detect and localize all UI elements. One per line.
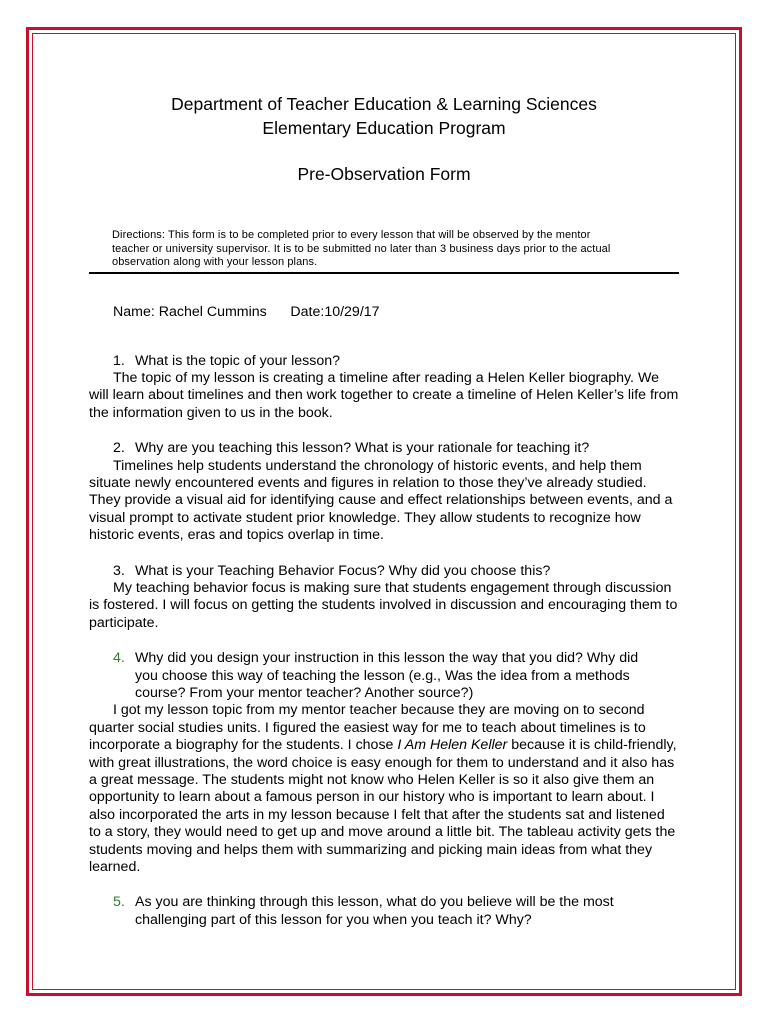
student-name: Name: Rachel Cummins: [113, 303, 267, 320]
question-answer: My teaching behavior focus is making sure that students engagement through discussion is fostered. I will focus on getting the students involved in discussion and encouraging them to participate.: [89, 579, 678, 631]
question-3: [89, 563, 679, 633]
question-prompt: Why did you design your instruction in this lesson the way that you did? Why did: [135, 650, 639, 667]
question-prompt: you choose this way of teaching the lesson (e.g., Was the idea from a methods: [135, 667, 630, 684]
question-number: 1.: [113, 352, 125, 369]
question-answer: I got my lesson topic from my mentor teacher because they are moving on to second quarter social studies units. I figured the easiest way for me to teach about timelines is to incorporate a biography for the students. I chose I Am Helen Keller because it is child-friendly, with great illustrations, the word choice is easy enough for them to understand and it also has a great message. The students might not know who Helen Keller is so it also give them an opportunity to learn about a famous person in our history who is important to learn about. I also incorporated the arts in my lesson because I felt that after the students sat and listened to a story, they would need to get up and move around a little bit. The tableau activity gets the students moving and helps them with summarizing and picking main ideas from what they learned.: [89, 702, 677, 876]
question-prompt: As you are thinking through this lesson, what do you believe will be the most: [135, 894, 614, 911]
department-title: Department of Teacher Education & Learning Sciences: [171, 94, 597, 114]
question-prompt: What is your Teaching Behavior Focus? Why did you choose this?: [135, 562, 551, 579]
question-4: [89, 650, 679, 876]
question-2: [89, 440, 679, 544]
department-heading: [89, 92, 679, 140]
question-prompt: challenging part of this lesson for you when you teach it? Why?: [135, 911, 532, 928]
directions-line: teacher or university supervisor. It is to be submitted no later than 3 business days prior to the actual: [112, 242, 611, 255]
question-5: [89, 894, 679, 929]
form-date: Date:10/29/17: [290, 303, 380, 320]
question-prompt: Why are you teaching this lesson? What is your rationale for teaching it?: [135, 440, 590, 457]
program-title: Elementary Education Program: [262, 118, 506, 138]
question-prompt: What is the topic of your lesson?: [135, 352, 341, 369]
question-1: [89, 353, 679, 423]
directions-divider: [89, 272, 679, 274]
book-title: I Am Helen Keller: [397, 737, 508, 754]
question-answer: The topic of my lesson is creating a timeline after reading a Helen Keller biography. We will learn about timelines and then work together to create a timeline of Helen Keller’s life from the information given to us in the book.: [89, 369, 679, 421]
question-number: 3.: [113, 562, 125, 579]
question-prompt: course? From your mentor teacher? Another source?): [135, 685, 474, 701]
question-answer: Timelines help students understand the chronology of historic events, and help them situate newly encountered events and figures in relation to those they’ve already studied. They provide a visual aid for identifying cause and effect relationships between events, and a visual prompt to activate student prior knowledge. They allow students to recognize how historic events, eras and topics overlap in time.: [89, 457, 673, 544]
directions-text: [89, 229, 679, 270]
question-number: 5.: [113, 894, 125, 911]
directions-line: observation along with your lesson plans.: [112, 256, 318, 268]
form-title: Pre-Observation Form: [297, 164, 471, 184]
directions-line: Directions: This form is to be completed prior to every lesson that will be observed by the mentor: [112, 229, 591, 241]
document-page: [89, 92, 679, 929]
question-number: 2.: [113, 440, 125, 457]
question-number: 4.: [113, 650, 125, 667]
name-date-line: [89, 304, 679, 320]
